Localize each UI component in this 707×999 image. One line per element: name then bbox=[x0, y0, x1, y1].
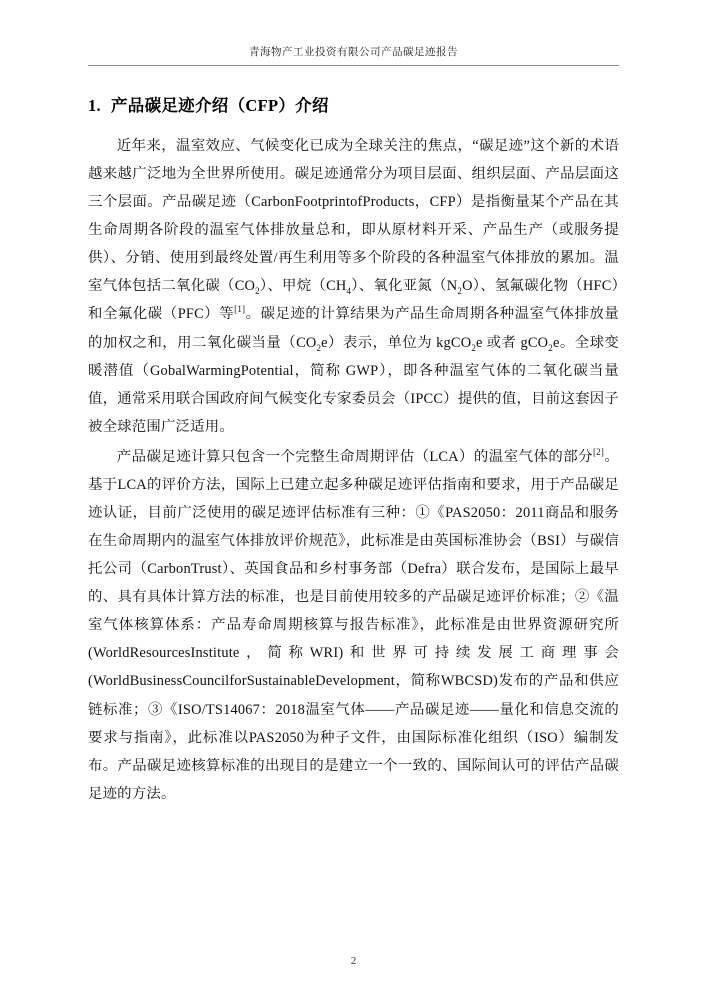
page-content-area bbox=[88, 44, 619, 959]
page-number: 2 bbox=[350, 955, 357, 967]
page-header: 青海物产工业投资有限公司产品碳足迹报告 bbox=[88, 44, 619, 66]
section-number: 1. bbox=[88, 96, 101, 115]
paragraph-1: 近年来，温室效应、气候变化已成为全球关注的焦点，“碳足迹”这个新的术语越来越广泛地为全世界所使用。碳足迹通常分为项目层面、组织层面、产品层面这三个层面。产品碳足迹（CarbonFootprintofProducts，CFP）是指衡量某个产品在其生命周期各阶段的温室气体排放量总和，即从原材料开采、产品生产（或服务提供）、分销、使用到最终处置/再生利用等多个阶段的各种温室气体排放的累加。温室气体包括二氧化碳$(CO_2)$、甲烷$(CH_4)$、氧化亚氮$(N_2O)$、氢氟碳化物（HFC）和全氟化碳（PFC）等[1]。碳足迹的计算结果为产品生命周期各种温室气体排放量的加权之和，用二氧化碳当量$(CO_2e)$表示，单位为 kgCO$_2$e 或者 gCO$_2$e。全球变暖潜值（GobalWarmingPotential，简称 GWP），即各种温室气体的二氧化碳当量值，通常采用联合国政府间气候变化专家委员会（IPCC）提供的值，目前这套因子被全球范围广泛适用。 bbox=[88, 138, 620, 435]
section-title-text: 产品碳足迹介绍（CFP）介绍 bbox=[110, 96, 329, 115]
section-heading bbox=[88, 92, 619, 116]
paragraph-2: 产品碳足迹计算只包含一个完整生命周期评估（LCA）的温室气体的部分[2]。基于LCA的评价方法，国际上已建立起多种碳足迹评估指南和要求，用于产品碳足迹认证，目前广泛使用的碳足迹评估标准有三种：①《PAS2050：2011商品和服务在生命周期内的温室气体排放评价规范》，此标准是由英国标准协会（BSI）与碳信托公司（CarbonTrust）、英国食品和乡村事务部（Defra）联合发布，是国际上最早的、具有具体计算方法的标准，也是目前使用较多的产品碳足迹评价标准；②《温室气体核算体系：产品寿命周期核算与报告标准》，此标准是由世界资源研究所(WorldResourcesInstitute，简称WRI)和世界可持续发展工商理事会(WorldBusinessCouncilforSustainableDevelopment，简称WBCSD)发布的产品和供应链标准；③《ISO/TS14067：2018温室气体——产品碳足迹——量化和信息交流的要求与指南》，此标准以PAS2050为种子文件，由国际标准化组织（ISO）编制发布。产品碳足迹核算标准的出现目的是建立一个一致的、国际间认可的评估产品碳足迹的方法。 bbox=[88, 447, 619, 802]
document-body bbox=[88, 92, 619, 808]
